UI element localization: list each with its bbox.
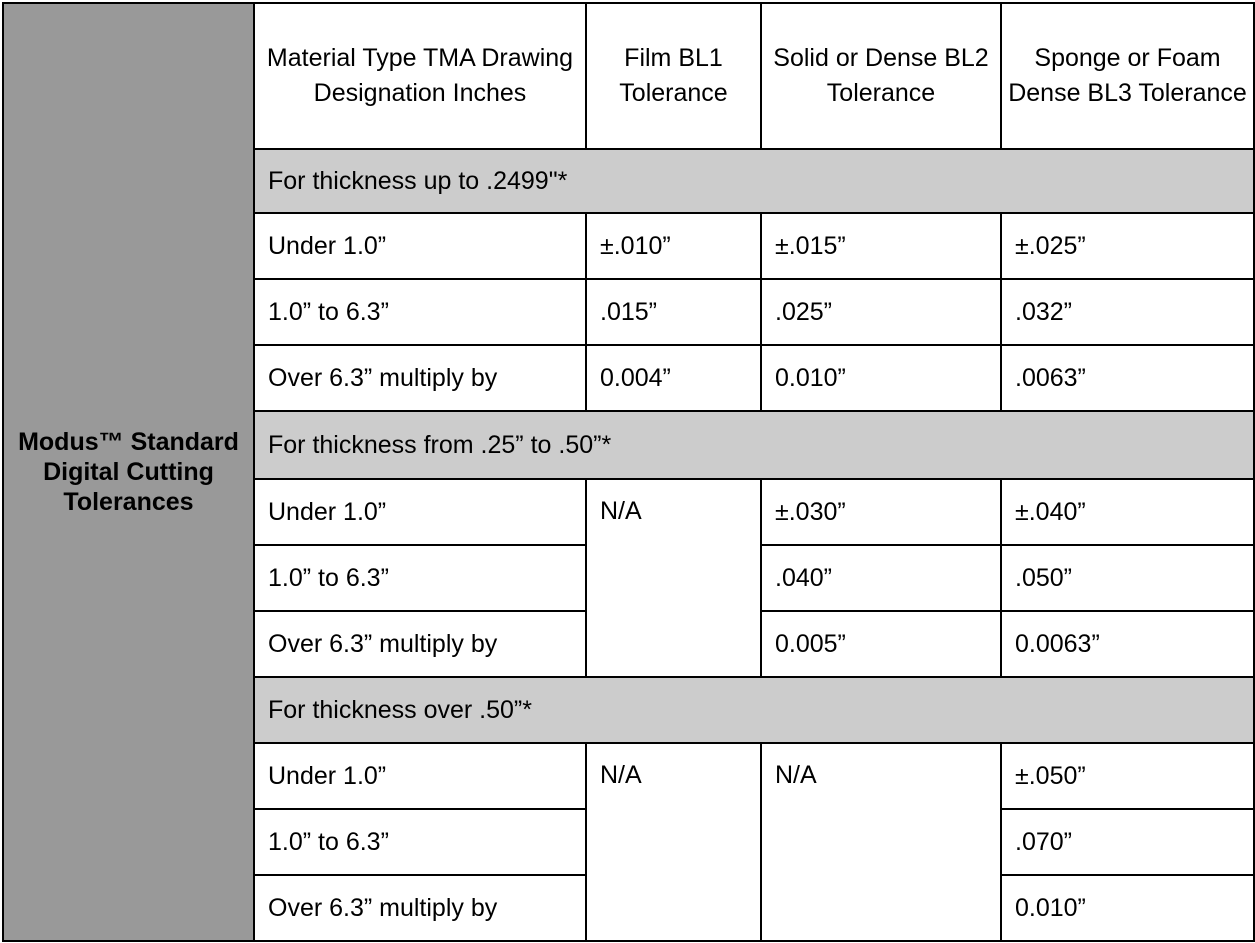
cell: Over 6.3” multiply by (254, 611, 586, 677)
cell: Under 1.0” (254, 743, 586, 809)
tolerance-table (2, 2, 1255, 942)
header-sponge-bl3: Sponge or Foam Dense BL3 Tolerance (1001, 3, 1254, 149)
cell: ±.050” (1001, 743, 1254, 809)
cell-na: N/A (761, 743, 1001, 941)
cell: 0.010” (761, 345, 1001, 411)
cell: Over 6.3” multiply by (254, 345, 586, 411)
cell: .070” (1001, 809, 1254, 875)
cell: ±.030” (761, 479, 1001, 545)
cell: Under 1.0” (254, 213, 586, 279)
header-film-bl1: Film BL1 Tolerance (586, 3, 761, 149)
header-solid-bl2: Solid or Dense BL2 Tolerance (761, 3, 1001, 149)
cell: .032” (1001, 279, 1254, 345)
cell-na: N/A (586, 479, 761, 677)
cell-na: N/A (586, 743, 761, 941)
cell: ±.010” (586, 213, 761, 279)
section-title: For thickness up to .2499"* (254, 149, 1254, 213)
side-label: Modus™ Standard Digital Cutting Tolerances (3, 3, 254, 941)
cell: .015” (586, 279, 761, 345)
cell: 1.0” to 6.3” (254, 279, 586, 345)
cell: ±.025” (1001, 213, 1254, 279)
cell: 1.0” to 6.3” (254, 809, 586, 875)
cell: .025” (761, 279, 1001, 345)
cell: 0.004” (586, 345, 761, 411)
cell: .050” (1001, 545, 1254, 611)
header-row (3, 3, 1254, 149)
cell: ±.040” (1001, 479, 1254, 545)
cell: 0.010” (1001, 875, 1254, 941)
cell: 1.0” to 6.3” (254, 545, 586, 611)
cell: 0.005” (761, 611, 1001, 677)
header-material-type: Material Type TMA Drawing Designation Inches (254, 3, 586, 149)
section-title: For thickness from .25” to .50”* (254, 411, 1254, 479)
cell: .040” (761, 545, 1001, 611)
section-title: For thickness over .50”* (254, 677, 1254, 743)
cell: ±.015” (761, 213, 1001, 279)
cell: 0.0063” (1001, 611, 1254, 677)
cell: Under 1.0” (254, 479, 586, 545)
cell: .0063” (1001, 345, 1254, 411)
cell: Over 6.3” multiply by (254, 875, 586, 941)
